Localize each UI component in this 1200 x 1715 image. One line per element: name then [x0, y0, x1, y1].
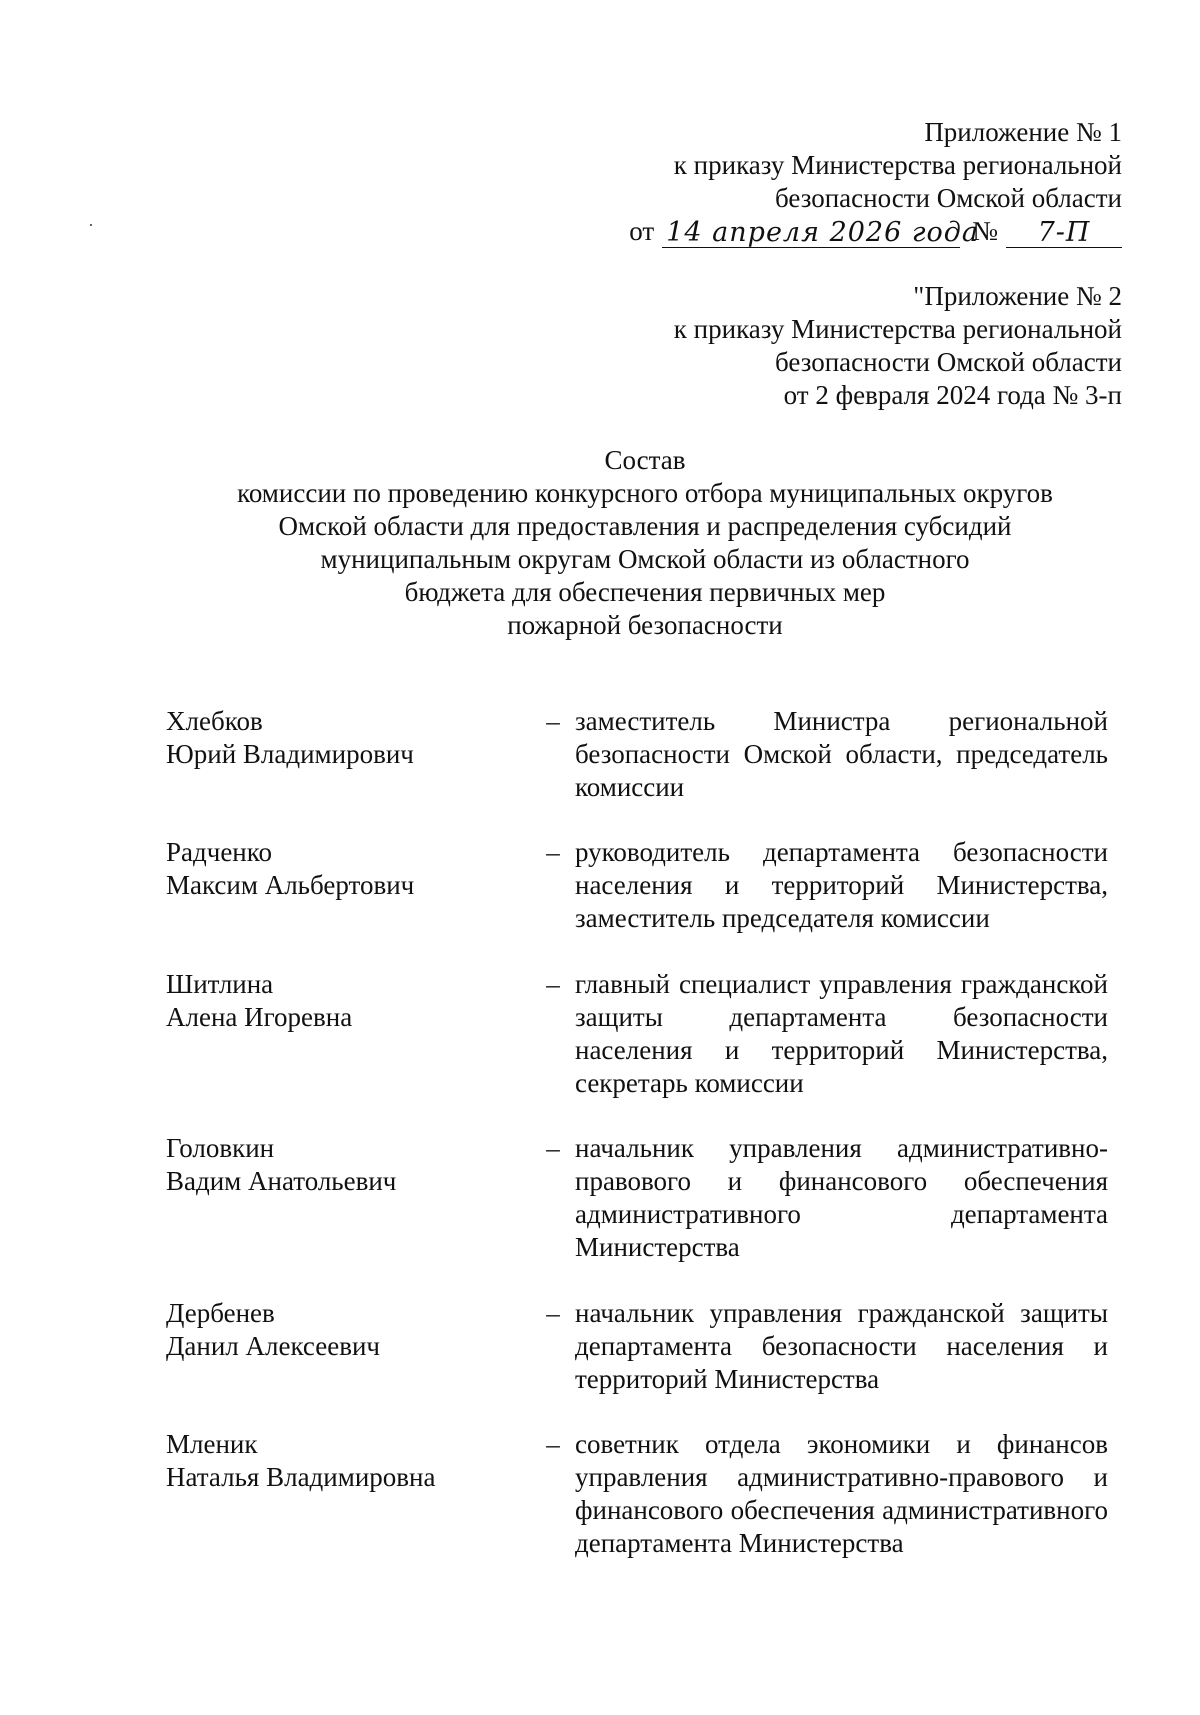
appendix-1-title: Приложение № 1 [924, 117, 1122, 147]
handwritten-order-number: 7-П [1006, 219, 1122, 248]
member-dash: – [546, 1133, 560, 1163]
member-surname: Дербенев [166, 1298, 275, 1328]
member-given-name: Данил Алексеевич [166, 1331, 380, 1361]
member-surname: Хлебков [166, 706, 263, 736]
member-dash: – [546, 1429, 560, 1459]
title-heading: Состав [604, 445, 686, 475]
title-line: Омской области для предоставления и распределения субсидий [278, 511, 1012, 541]
member-role: главный специалист управления гражданской защиты департамента безопасности населения и территорий Министерства, секретарь комиссии [575, 969, 1108, 1098]
appendix-2-authority: безопасности Омской области [775, 347, 1122, 377]
member-given-name: Юрий Владимирович [166, 739, 414, 769]
appendix-2-header [674, 280, 1122, 412]
member-name [166, 705, 496, 771]
member-role: руководитель департамента безопасности населения и территорий Министерства, заместитель председателя комиссии [575, 837, 1108, 933]
member-name [166, 968, 496, 1034]
from-label: от [629, 216, 655, 246]
member-dash: – [546, 969, 560, 999]
appendix-1-authority: безопасности Омской области [775, 183, 1122, 213]
member-role: начальник управления гражданской защиты департамента безопасности населения и территорий Министерства [575, 1298, 1108, 1394]
member-role: начальник управления административно-правового и финансового обеспечения административного департамента Министерства [575, 1133, 1108, 1262]
member-given-name: Вадим Анатольевич [166, 1166, 397, 1196]
title-line: муниципальным округам Омской области из областного [320, 544, 970, 574]
appendix-1-header [629, 116, 1122, 248]
appendix-1-date-line [629, 215, 1122, 248]
member-surname: Мленик [166, 1429, 258, 1459]
member-dash: – [546, 706, 560, 736]
member-role: советник отдела экономики и финансов управления административно-правового и финансового обеспечения административного департамента Министерства [575, 1429, 1108, 1558]
member-given-name: Алена Игоревна [166, 1002, 353, 1032]
member-surname: Радченко [166, 837, 272, 867]
appendix-2-date-number: от 2 февраля 2024 года № 3-п [783, 380, 1122, 410]
member-given-name: Максим Альбертович [166, 870, 415, 900]
member-name [166, 1132, 496, 1198]
handwritten-date: 14 апреля 2026 года [662, 219, 960, 248]
member-surname: Головкин [166, 1133, 275, 1163]
title-line: пожарной безопасности [507, 610, 783, 640]
member-dash: – [546, 837, 560, 867]
member-name [166, 1428, 496, 1494]
number-label: № [972, 216, 998, 246]
title-line: комиссии по проведению конкурсного отбора муниципальных округов [237, 478, 1053, 508]
member-given-name: Наталья Владимировна [166, 1462, 436, 1492]
scan-speck [90, 224, 92, 226]
appendix-2-order-ref: к приказу Министерства региональной [673, 314, 1122, 344]
appendix-2-title: "Приложение № 2 [913, 281, 1122, 311]
appendix-1-order-ref: к приказу Министерства региональной [673, 150, 1122, 180]
member-name [166, 836, 496, 902]
member-surname: Шитлина [166, 969, 274, 999]
member-dash: – [546, 1298, 560, 1328]
member-name [166, 1297, 496, 1363]
document-title [140, 444, 1150, 642]
member-role: заместитель Министра региональной безопасности Омской области, председатель комиссии [575, 706, 1108, 802]
title-line: бюджета для обеспечения первичных мер [404, 577, 886, 607]
